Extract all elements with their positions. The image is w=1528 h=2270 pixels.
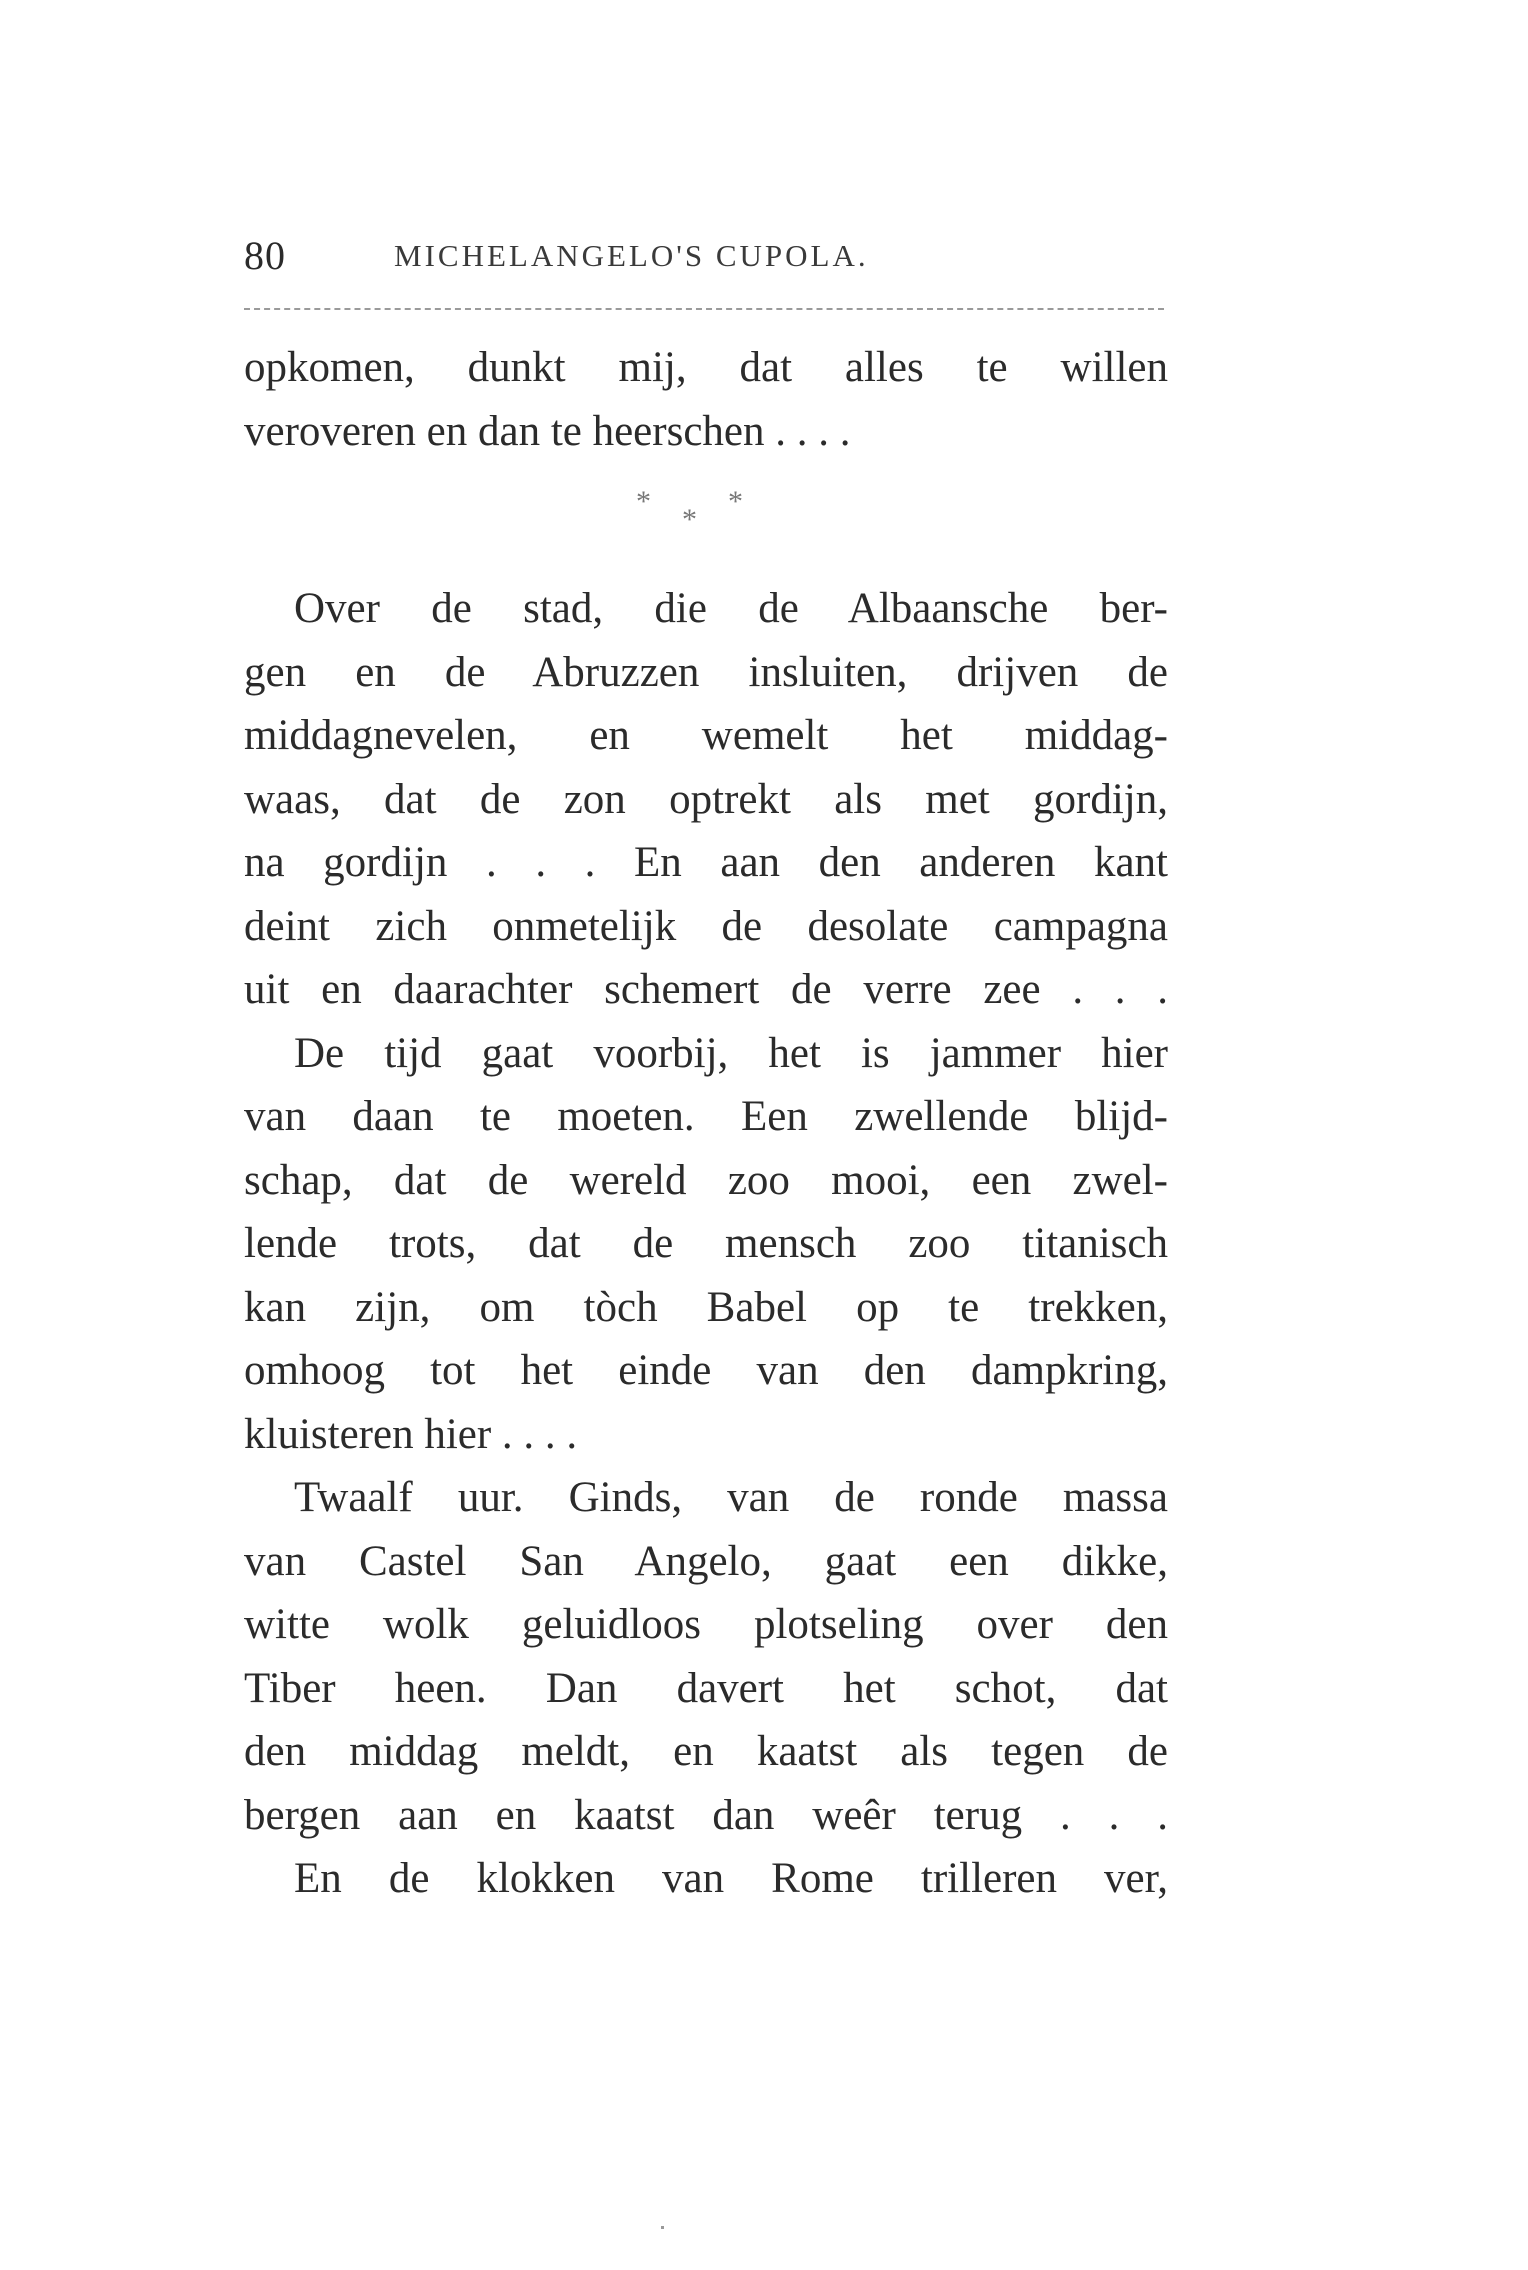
text-line: schap, dat de wereld zoo mooi, een zwel- [244, 1156, 1168, 1204]
text-line: uit en daarachter schemert de verre zee . . . [244, 966, 1168, 1013]
text-line: den middag meldt, en kaatst als tegen de [244, 1728, 1168, 1775]
text-line: opkomen, dunkt mij, dat alles te willen [244, 344, 1168, 391]
paragraph-1 [244, 336, 1168, 463]
asterisk-icon: * [636, 485, 651, 518]
text-line: Over de stad, die de Albaansche ber- [294, 585, 1168, 632]
text-line: Tiber heen. Dan davert het schot, dat [244, 1664, 1168, 1712]
running-head: MICHELANGELO'S CUPOLA. [394, 238, 869, 273]
page-header [244, 232, 1164, 292]
text-line: veroveren en dan te heerschen . . . . [244, 407, 851, 455]
text-line: waas, dat de zon optrekt als met gordijn, [244, 775, 1168, 823]
text-line: van Castel San Angelo, gaat een dikke, [244, 1537, 1168, 1585]
asterisk-icon: * [728, 485, 743, 518]
header-rule [244, 308, 1164, 310]
paragraph-4 [244, 1466, 1168, 1847]
text-line: kan zijn, om tòch Babel op te trekken, [244, 1283, 1168, 1331]
text-line: van daan te moeten. Een zwellende blijd- [244, 1093, 1168, 1140]
text-line: omhoog tot het einde van den dampkring, [244, 1347, 1168, 1394]
body-text [244, 336, 1168, 1911]
section-break-asterism [244, 463, 1168, 577]
text-line: deint zich onmetelijk de desolate campagna [244, 902, 1168, 950]
text-line: na gordijn . . . En aan den anderen kant [244, 839, 1168, 886]
page-number: 80 [244, 233, 286, 278]
text-line: De tijd gaat voorbij, het is jammer hier [294, 1029, 1168, 1077]
text-line: bergen aan en kaatst dan weêr terug . . . [244, 1791, 1168, 1839]
text-line: gen en de Abruzzen insluiten, drijven de [244, 648, 1168, 696]
text-line: kluisteren hier . . . . [244, 1410, 578, 1458]
paragraph-5 [244, 1847, 1168, 1911]
text-line: En de klokken van Rome trilleren ver, [294, 1855, 1168, 1902]
text-line: Twaalf uur. Ginds, van de ronde massa [294, 1474, 1168, 1521]
print-speck [661, 2226, 664, 2229]
text-line: lende trots, dat de mensch zoo titanisch [244, 1220, 1168, 1267]
text-line: witte wolk geluidloos plotseling over den [244, 1601, 1168, 1648]
paragraph-2 [244, 577, 1168, 1022]
text-line: middagnevelen, en wemelt het middag- [244, 712, 1168, 759]
paragraph-3 [244, 1022, 1168, 1467]
asterisk-icon: * [682, 503, 697, 536]
